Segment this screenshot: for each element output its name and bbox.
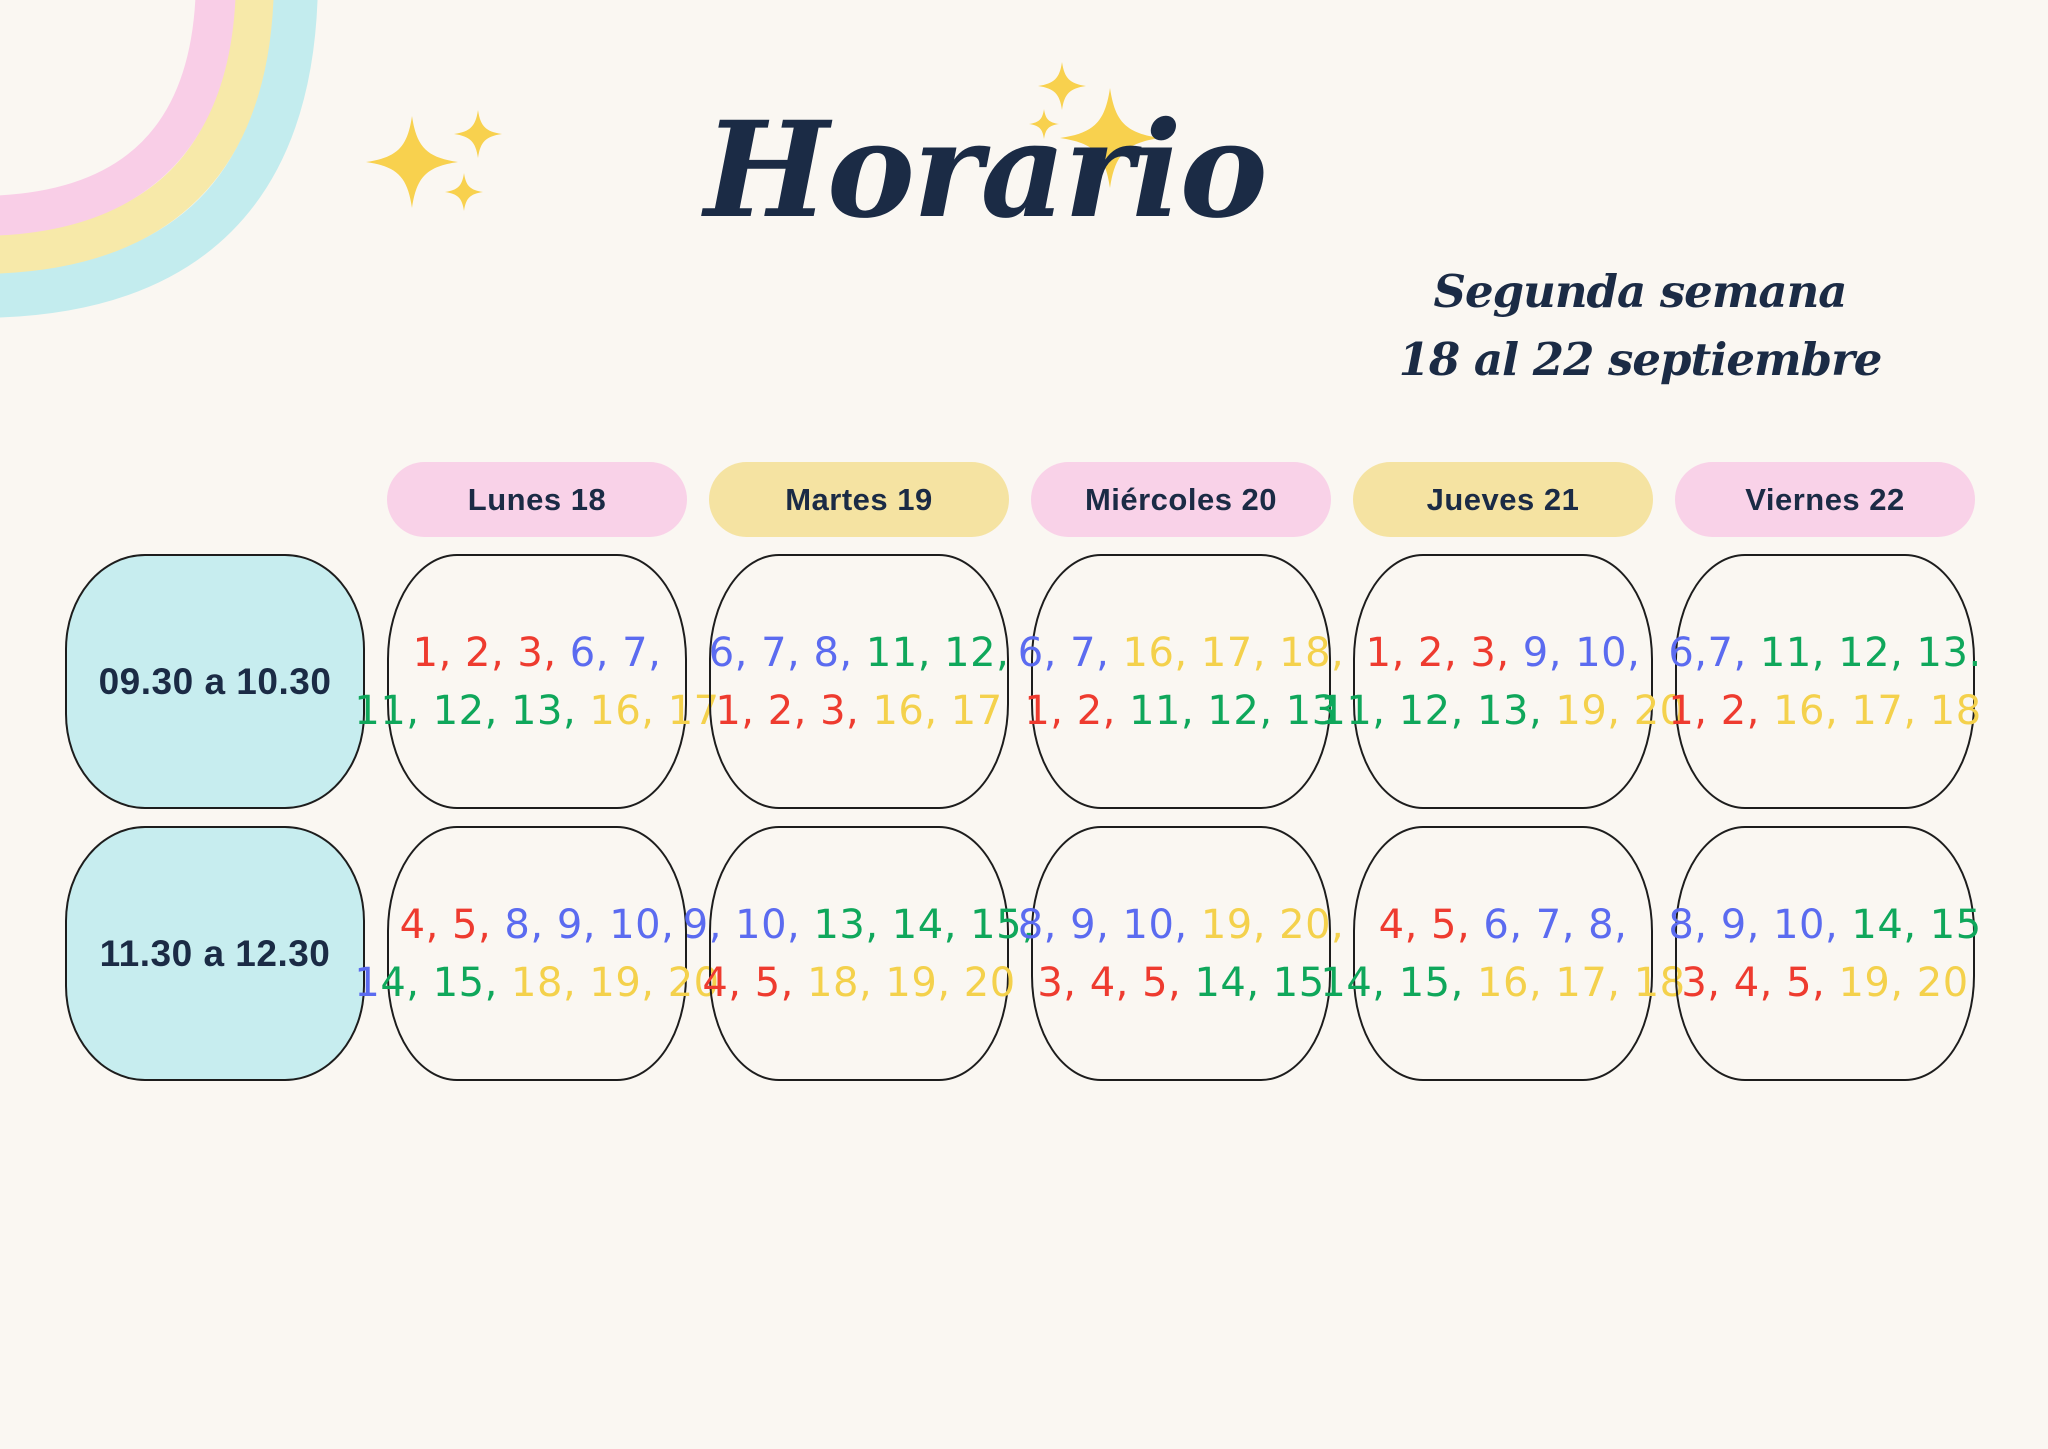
- number-group-yellow: 16, 17: [859, 687, 1003, 734]
- number-group-red: 3, 4, 5,: [1037, 959, 1182, 1006]
- cell-line: [1668, 624, 1981, 682]
- cell-line: [1681, 954, 1968, 1012]
- cell-line: [1366, 624, 1641, 682]
- schedule-cell: [354, 554, 720, 809]
- number-group-yellow: 19, 20: [1542, 687, 1686, 734]
- day-pill: Viernes 22: [1675, 462, 1975, 537]
- number-group-green: 11, 12, 13,: [354, 687, 577, 734]
- schedule-cell: [709, 554, 1009, 809]
- rainbow-arc-icon: [0, 0, 340, 340]
- number-group-blue: 8, 9, 10,: [491, 901, 675, 948]
- number-group-red: 1, 2, 3,: [1365, 629, 1510, 676]
- number-group-yellow: 19, 20,: [1187, 901, 1345, 948]
- cell-line: [1018, 624, 1345, 682]
- subtitle-line-2: 18 al 22 septiembre: [1398, 332, 1882, 386]
- cell-line: [1668, 896, 1981, 954]
- number-group-yellow: 16, 17, 18: [1463, 959, 1686, 1006]
- cell-line: [1037, 954, 1324, 1012]
- day-pill: Miércoles 20: [1031, 462, 1331, 537]
- number-group-green: 4, 15,: [380, 959, 498, 1006]
- number-group-blue: 6, 7, 8,: [708, 629, 853, 676]
- number-group-blue: 6, 7,: [556, 629, 662, 676]
- sparkles-left-icon: [360, 100, 520, 260]
- number-group-green: 14, 15: [1181, 959, 1325, 1006]
- cell-line: [1018, 896, 1345, 954]
- number-group-yellow: 16, 17, 18: [1759, 687, 1982, 734]
- number-group-yellow: 18, 19, 20: [497, 959, 720, 1006]
- number-group-blue: 6, 7, 8,: [1470, 901, 1628, 948]
- number-group-yellow: 16, 17: [576, 687, 720, 734]
- number-group-blue: 9, 10,: [1509, 629, 1641, 676]
- cell-line: [1379, 896, 1628, 954]
- day-pill: Lunes 18: [387, 462, 687, 537]
- number-group-green: 13, 14, 15,: [800, 901, 1036, 948]
- number-group-yellow: 18, 19, 20: [793, 959, 1016, 1006]
- number-group-red: 1, 2, 3,: [412, 629, 557, 676]
- header-spacer: [65, 462, 365, 537]
- cell-line: [400, 896, 675, 954]
- number-group-green: 11, 12, 13,: [1320, 687, 1543, 734]
- number-group-red: 4, 5,: [1378, 901, 1471, 948]
- cell-line: [1024, 682, 1337, 740]
- number-group-red: 1, 2,: [1668, 687, 1760, 734]
- cell-line: [354, 954, 719, 1012]
- number-group-blue: 6, 7,: [1017, 629, 1110, 676]
- time-cell: 11.30 a 12.30: [65, 826, 365, 1081]
- cell-line: [1320, 954, 1685, 1012]
- number-group-red: 1, 2, 3,: [715, 687, 860, 734]
- schedule-cell: [354, 826, 720, 1081]
- subtitle-line-1: Segunda semana: [1433, 265, 1847, 318]
- cell-line: [702, 954, 1015, 1012]
- number-group-red: 1, 2,: [1024, 687, 1116, 734]
- cell-line: [715, 682, 1002, 740]
- number-group-green: 14, 15,: [1320, 959, 1464, 1006]
- schedule-grid: [65, 462, 1982, 1081]
- number-group-red: 4, 5,: [399, 901, 492, 948]
- number-group-green: 11, 12, 13: [1115, 687, 1338, 734]
- day-pill: Martes 19: [709, 462, 1009, 537]
- schedule-cell: [1320, 554, 1686, 809]
- day-pill: Jueves 21: [1353, 462, 1653, 537]
- number-group-blue: 9, 10,: [682, 901, 801, 948]
- number-group-yellow: 19, 20: [1825, 959, 1969, 1006]
- number-group-green: 14, 15: [1838, 901, 1982, 948]
- schedule-cell: [1017, 554, 1345, 809]
- number-group-blue: 6,7,: [1668, 629, 1747, 676]
- number-group-blue: 1: [354, 959, 381, 1006]
- number-group-red: 3, 4, 5,: [1681, 959, 1826, 1006]
- schedule-cell: [1668, 826, 1982, 1081]
- number-group-yellow: 16, 17, 18,: [1109, 629, 1345, 676]
- number-group-green: 11, 12,: [852, 629, 1010, 676]
- cell-line: [1320, 682, 1685, 740]
- cell-line: [709, 624, 1010, 682]
- number-group-blue: 8, 9, 10,: [1017, 901, 1188, 948]
- time-cell: 09.30 a 10.30: [65, 554, 365, 809]
- number-group-green: 11, 12, 13.: [1746, 629, 1982, 676]
- schedule-cell: [1668, 554, 1982, 809]
- cell-line: [413, 624, 662, 682]
- cell-line: [1668, 682, 1981, 740]
- page-title: Horario: [704, 93, 1266, 248]
- cell-line: [683, 896, 1035, 954]
- schedule-cell: [1017, 826, 1345, 1081]
- schedule-cell: [682, 826, 1036, 1081]
- subtitle: [1395, 258, 1885, 393]
- schedule-cell: [1320, 826, 1686, 1081]
- number-group-red: 4, 5,: [702, 959, 794, 1006]
- cell-line: [354, 682, 719, 740]
- number-group-blue: 8, 9, 10,: [1668, 901, 1839, 948]
